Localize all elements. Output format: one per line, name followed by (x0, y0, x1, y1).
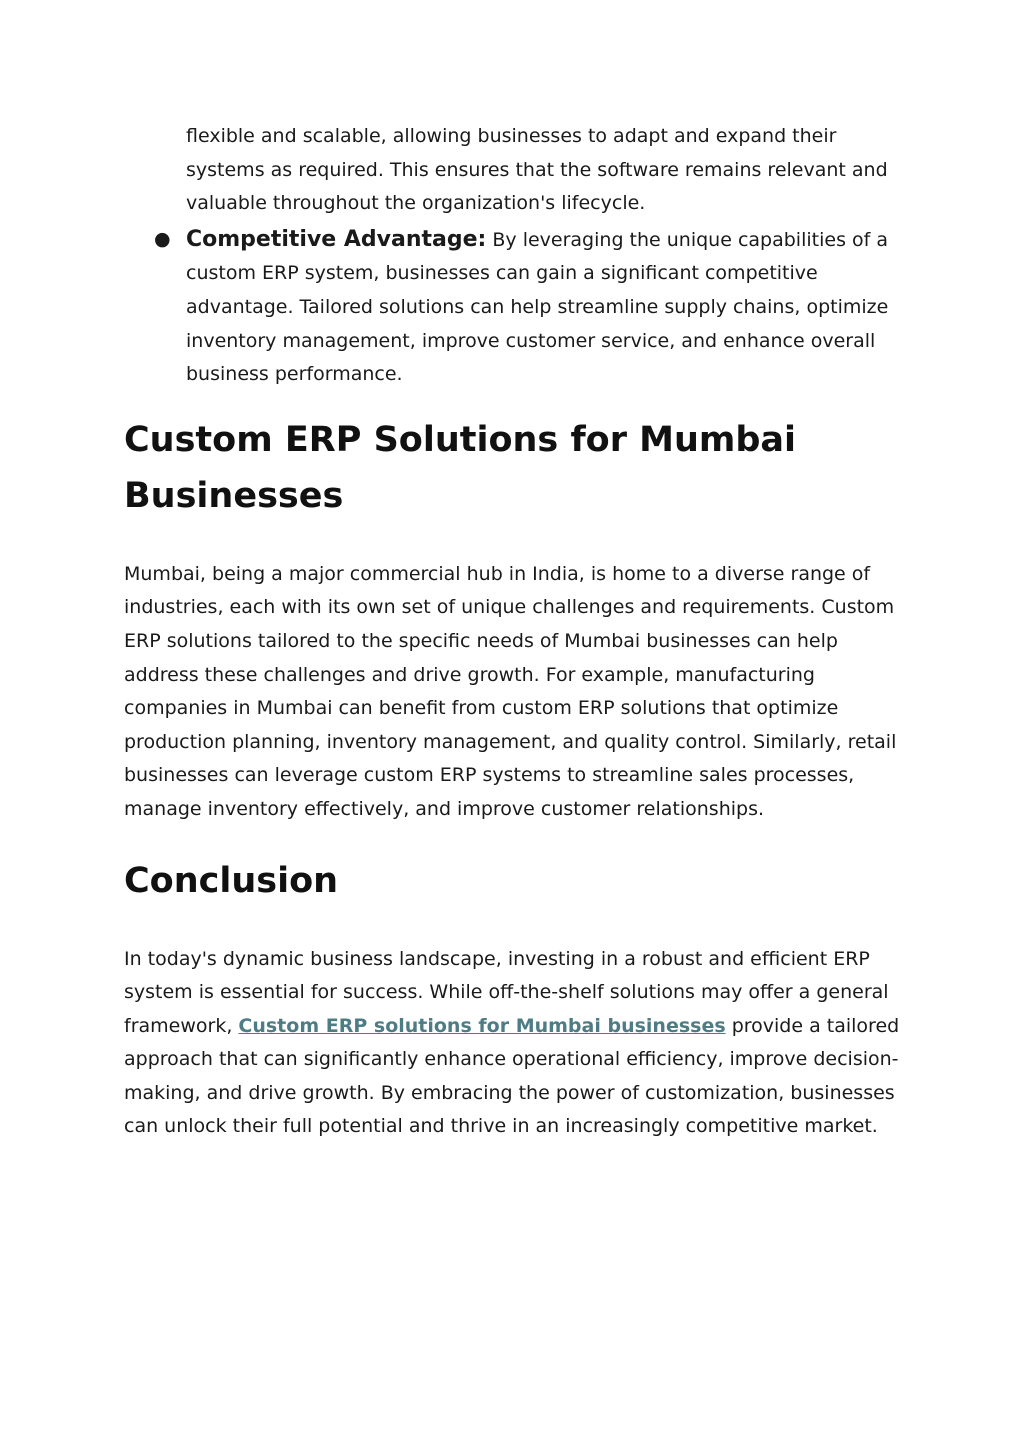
section-body-mumbai: Mumbai, being a major commercial hub in India, is home to a diverse range of industries, each with its own set of unique challenges and requirements. Custom ERP solutions tailored to the specific needs of Mumbai businesses can help address these challenges and drive growth. For example, manufacturing companies in Mumbai can benefit from custom ERP solutions that optimize production planning, inventory management, and quality control. Similarly, retail businesses can leverage custom ERP systems to streamline sales processes, manage inventory effectively, and improve customer relationships. (124, 562, 897, 820)
custom-erp-link[interactable]: Custom ERP solutions for Mumbai businesses (238, 1014, 726, 1037)
section-body-conclusion (124, 943, 904, 1145)
list-item-text: By leveraging the unique capabilities of a custom ERP system, businesses can gain a significant competitive advantage. Tailored solutions can help streamline supply chains, optimize inventory management, improve customer service, and enhance overall business performance. (186, 228, 889, 386)
conclusion-text-before-link: In today's dynamic business landscape, investing in a robust and efficient ERP system is essential for success. While off-the-shelf solutions may offer a general framework, (124, 947, 889, 1037)
bullet-dot-icon: ● (154, 227, 171, 250)
list-item-title: Competitive Advantage: (186, 226, 487, 252)
benefits-list (124, 120, 904, 392)
section-heading-conclusion: Conclusion (124, 860, 339, 901)
list-item-continued (186, 120, 904, 221)
document-page (124, 120, 904, 1144)
list-item-text: flexible and scalable, allowing businesses to adapt and expand their systems as required. This ensures that the software remains relevant and valuable throughout the organization's lifecycle. (186, 125, 888, 215)
conclusion-text-after-link: provide a tailored approach that can significantly enhance operational efficiency, improve decision-making, and drive growth. By embracing the power of customization, businesses can unlock their full potential and thrive in an increasingly competitive market. (124, 1014, 900, 1138)
list-item (154, 223, 904, 392)
section-heading-mumbai: Custom ERP Solutions for Mumbai Businesses (124, 419, 797, 516)
